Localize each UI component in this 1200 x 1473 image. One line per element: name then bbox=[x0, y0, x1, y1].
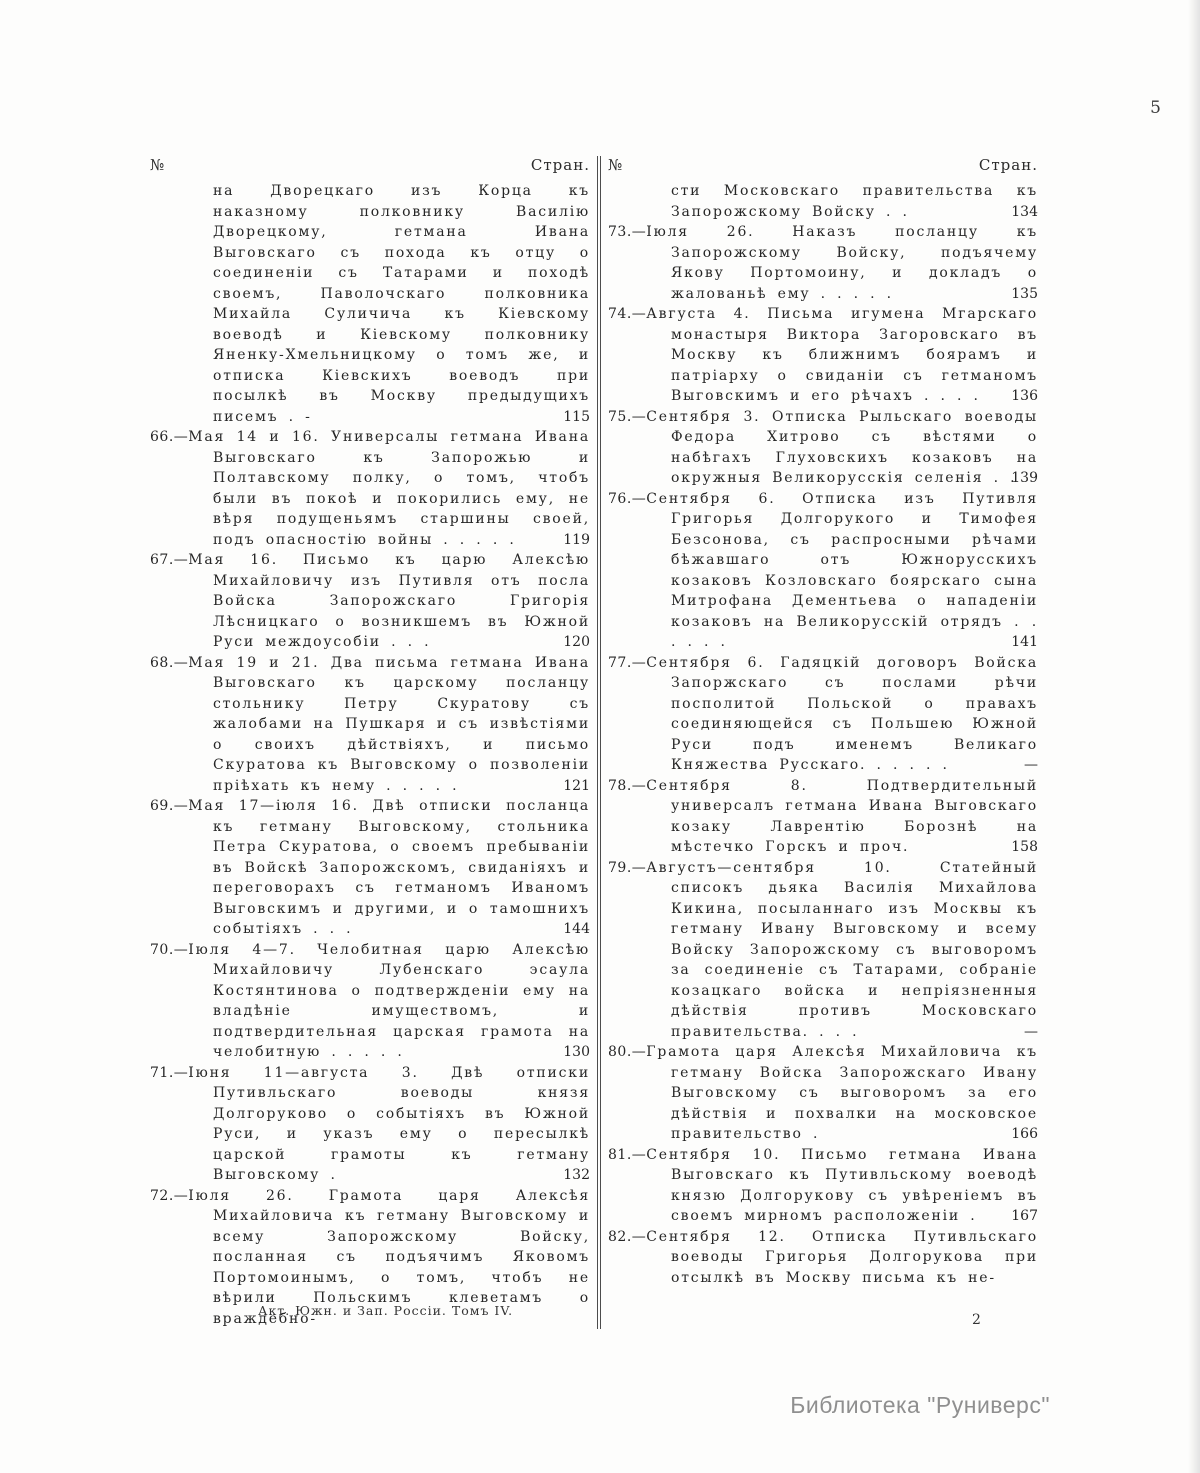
entry-text: сти Московскаго правительства къ Запорожскому Войску . . bbox=[671, 183, 1038, 220]
entry-text: Мая 19 и 21. Два письма гетмана Ивана Выговскаго къ царскому посланцу стольнику Петру Скуратову съ жалобами на Пушкаря и съ извѣстіями о своихъ дѣйствіяхъ, и письмо Скуратова къ Выговскому о позволеніи пріѣхать къ нему . . . . . bbox=[188, 654, 590, 794]
toc-entry bbox=[608, 1145, 1038, 1227]
entry-number: 73.— bbox=[608, 224, 647, 240]
entry-number: 81.— bbox=[608, 1146, 647, 1163]
entry-page: — bbox=[1024, 757, 1038, 773]
entry-text: Августа 4. Письма игумена Мгарскаго монастыря Виктора Загоровскаго въ Москву къ ближнимъ боярамъ и патріарху о свиданіи съ гетманомъ Выговскимъ и его рѣчахъ . . . . bbox=[646, 306, 1038, 404]
entry-text: Сентября 6. Гадяцкій договоръ Войска Запоржскаго съ послами рѣчи посполитой Польской о правахъ соединяющейся съ Польшею Южной Руси подъ именемъ Великаго Княжества Русскаго. . . . . . bbox=[646, 654, 1038, 773]
volume-signature: Акт. Южн. и Зап. Россіи. Томъ IV. bbox=[258, 1303, 514, 1318]
entry-page: 144 bbox=[563, 921, 590, 937]
toc-column-left bbox=[150, 156, 590, 1329]
entry-page: 135 bbox=[1011, 285, 1038, 302]
toc-entry bbox=[150, 796, 590, 940]
entry-page: 139 bbox=[1011, 470, 1038, 486]
entry-page: 115 bbox=[563, 408, 590, 425]
toc-entry bbox=[150, 653, 590, 797]
entry-text: Мая 17—іюля 16. Двѣ отписки посланца къ гетману Выговскому, стольника Петра Скуратова, о своемъ пребываніи въ Войскѣ Запорожскомъ, свиданіяхъ и переговорахъ съ гетманомъ Иваномъ Выговскимъ и другими, и о тамошнихъ событіяхъ . . . bbox=[188, 798, 590, 937]
toc-entry bbox=[608, 858, 1038, 1043]
entry-number: 69.— bbox=[150, 798, 189, 814]
column-page-header: Стран. bbox=[530, 156, 590, 174]
toc-entry bbox=[150, 181, 590, 427]
entry-page: — bbox=[1024, 1023, 1038, 1040]
toc-entry bbox=[608, 489, 1038, 653]
toc-entry bbox=[608, 1042, 1038, 1145]
library-watermark: Библиотека "Руниверс" bbox=[790, 1392, 1050, 1418]
toc-entry bbox=[608, 1227, 1038, 1289]
entry-text: Сентября 6. Отписка изъ Путивля Григорья Долгорукого и Тимофея Безсонова, съ распросными рѣчами бѣжавшаго отъ Южнорусскихъ козаковъ Козловскаго боярскаго сына Митрофана Дементьева о нападеніи козаковъ на Великорусскій отрядъ . . . . . . bbox=[646, 490, 1038, 650]
toc-entries-left bbox=[150, 181, 590, 1329]
entry-number: 76.— bbox=[608, 490, 647, 507]
entry-text: Мая 16. Письмо къ царю Алексѣю Михайловичу изъ Путивля отъ посла Войска Запорожскаго Григорія Лѣсницкаго о возникшемъ въ Южной Руси междоусобіи . . . bbox=[188, 552, 590, 650]
toc-entry bbox=[608, 407, 1038, 489]
entry-number: 70.— bbox=[150, 941, 189, 958]
entry-page: 130 bbox=[563, 1044, 590, 1060]
entry-page: 120 bbox=[563, 634, 590, 650]
entry-text: Іюля 4—7. Челобитная царю Алексѣю Михайловичу Лубенскаго эсаула Костянтинова о подтвержденіи ему на владѣніе имуществомъ, и подтвердительная царская грамота на челобитную . . . . . bbox=[188, 941, 590, 1060]
toc-column-right bbox=[608, 156, 1038, 1329]
entry-page: 132 bbox=[563, 1167, 590, 1183]
column-header bbox=[150, 156, 590, 174]
entry-text: Іюня 11—августа 3. Двѣ отписки Путивльскаго воеводы князя Долгоруково о событіяхъ въ Южной Руси, и указъ ему о пересылкѣ царской грамоты къ гетману Выговскому . bbox=[188, 1064, 590, 1183]
entry-text: Сентября 3. Отписка Рыльскаго воеводы Федора Хитрово съ вѣстями о набѣгахъ Глуховскихъ козаковъ на окружныя Великорусскія селенія . . bbox=[646, 408, 1038, 486]
entry-page: 134 bbox=[1011, 203, 1038, 220]
entry-text: Іюля 26. Грамота царя Алексѣя Михайловича къ гетману Выговскому и всему Запорожскому Войску, посланная съ подъячимъ Яковомъ Портомоинымъ, о томъ, чтобъ не вѣрили Польскимъ клеветамъ о враждебно- bbox=[188, 1187, 590, 1327]
entry-page: 121 bbox=[563, 777, 590, 794]
entry-page: 167 bbox=[1011, 1208, 1038, 1224]
entry-text: Іюля 26. Наказъ посланцу къ Запорожскому Войску, подъячему Якову Портомоину, и докладъ о жалованьѣ ему . . . . . bbox=[646, 224, 1038, 302]
entry-number: 82.— bbox=[608, 1228, 647, 1245]
entry-number: 80.— bbox=[608, 1044, 647, 1060]
entry-number: 75.— bbox=[608, 408, 647, 425]
column-number-header: № bbox=[608, 156, 624, 174]
toc-entry bbox=[608, 653, 1038, 776]
entry-text: Сентября 10. Письмо гетмана Ивана Выговскаго къ Путивльскому воеводѣ князю Долгорукову съ увѣреніемъ въ своемъ мирномъ расположеніи . bbox=[646, 1146, 1038, 1224]
entry-number: 68.— bbox=[150, 654, 189, 671]
toc-entries-right bbox=[608, 181, 1038, 1288]
entry-page: 158 bbox=[1011, 839, 1038, 855]
toc-entry bbox=[608, 776, 1038, 858]
toc-entry bbox=[150, 550, 590, 653]
toc-columns bbox=[150, 156, 1042, 1329]
entry-text: Мая 14 и 16. Универсалы гетмана Ивана Выговскаго къ Запорожью и Полтавскому полку, о томъ, чтобъ были въ покоѣ и покорились ему, не вѣря подущеньямъ старшины своей, подъ опасностію войны . . . . . bbox=[188, 429, 590, 548]
entry-number: 78.— bbox=[608, 777, 647, 794]
toc-entry bbox=[150, 940, 590, 1063]
entry-page: 136 bbox=[1011, 388, 1038, 404]
entry-text: на Дворецкаго изъ Корца къ наказному полковнику Василію Дворецкому, гетмана Ивана Выговскаго съ похода къ отцу о соединеніи съ Татарами и походѣ своемъ, Паволочскаго полковника Михайла Суличича къ Кіевскому воеводѣ и Кіевскому полковнику Яненку-Хмельницкому о томъ же, и отписка Кіевскихъ воеводъ при посылкѣ въ Москву предыдущихъ писемъ . - bbox=[213, 183, 590, 425]
entry-number: 67.— bbox=[150, 552, 189, 568]
page-number: 5 bbox=[1150, 98, 1162, 118]
entry-text: Грамота царя Алексѣя Михайловича къ гетману Войска Запорожскаго Ивану Выговскому съ выговоромъ за его дѣйствія и похвалки на московское правительство . bbox=[646, 1044, 1038, 1142]
toc-entry bbox=[608, 304, 1038, 407]
toc-entry bbox=[150, 1063, 590, 1186]
sheet-signature: 2 bbox=[972, 1312, 981, 1328]
toc-entry bbox=[608, 181, 1038, 222]
toc-entry bbox=[608, 222, 1038, 304]
entry-number: 66.— bbox=[150, 429, 189, 445]
entry-number: 71.— bbox=[150, 1064, 189, 1081]
column-page-header: Стран. bbox=[978, 156, 1038, 174]
entry-text: Августъ—сентября 10. Статейный списокъ дьяка Василія Михайлова Кикина, посыланнаго изъ Москвы къ гетману Ивану Выговскому и всему Войску Запорожскому съ выговоромъ за соединеніе съ Татарами, собраніе козацкаго войска и непріязненныя дѣйствія противъ Московскаго правительства. . . . bbox=[646, 859, 1038, 1040]
entry-text: Сентября 8. Подтвердительный универсалъ гетмана Ивана Выговскаго козаку Лаврентію Борознѣ на мѣстечко Горскъ и проч. bbox=[646, 777, 1038, 855]
entry-page: 141 bbox=[1011, 634, 1038, 650]
entry-page: 166 bbox=[1011, 1126, 1038, 1142]
entry-number: 77.— bbox=[608, 654, 647, 671]
entry-number: 74.— bbox=[608, 306, 647, 322]
column-number-header: № bbox=[150, 156, 166, 174]
column-header bbox=[608, 156, 1038, 174]
column-divider bbox=[597, 156, 601, 1329]
toc-entry bbox=[150, 427, 590, 550]
entry-number: 72.— bbox=[150, 1187, 189, 1204]
entry-text: Сентября 12. Отписка Путивльскаго воеводы Григорья Долгорукова при отсылкѣ въ Москву письма къ не- bbox=[646, 1228, 1038, 1286]
entry-number: 79.— bbox=[608, 859, 647, 876]
entry-page: 119 bbox=[563, 531, 590, 548]
